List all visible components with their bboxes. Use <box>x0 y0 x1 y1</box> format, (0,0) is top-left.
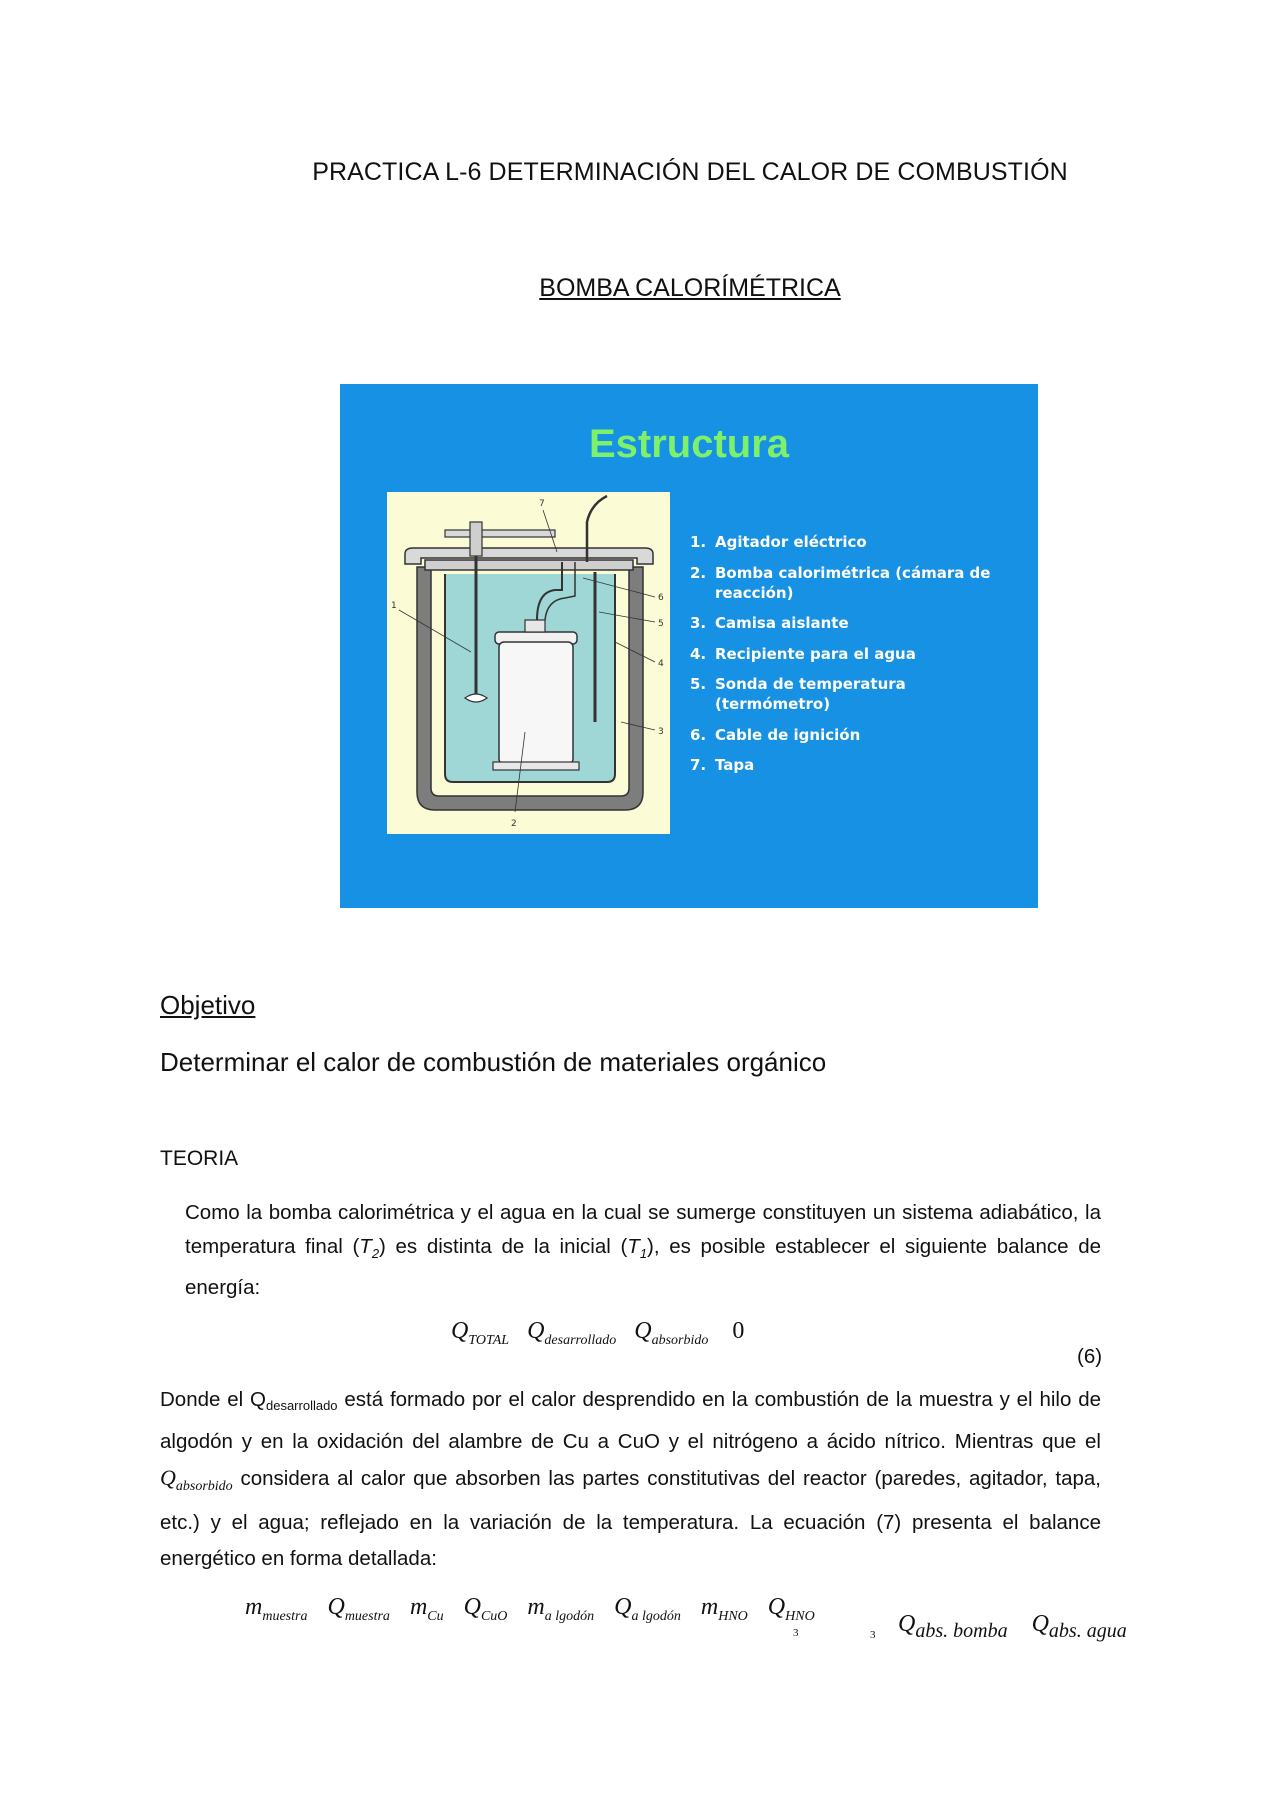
teoria-heading: TEORIA <box>160 1147 239 1170</box>
eq2-sub: CuO <box>480 1608 508 1624</box>
eq2-sub: muestra <box>344 1608 390 1624</box>
p2-part-a: Donde el Q <box>160 1388 266 1411</box>
t2-symbol: T <box>359 1235 372 1258</box>
eq2-q: Q <box>898 1611 916 1637</box>
eq2-term-q-algodon <box>614 1594 681 1625</box>
figure-legend-item <box>690 532 1025 552</box>
eq2-m: m <box>700 1594 719 1620</box>
legend-item-number: 7. <box>690 756 707 774</box>
eq2-sub: abs. agua <box>1048 1619 1127 1642</box>
figure-legend-item <box>690 563 1025 603</box>
p2-part-c: considera al calor que absorben las partes constitutivas del reactor (paredes, agitador, tapa, etc.) y el agua; reflejado en la variación de la temperatura. La ecuación (7) presenta el balance energético en forma detallada: <box>160 1467 1101 1570</box>
legend-item-number: 4. <box>690 644 707 663</box>
eq2-sub: abs. bomba <box>915 1619 1008 1642</box>
eq2-term-q-muestra <box>327 1594 389 1625</box>
figure-legend-item <box>690 725 1025 745</box>
legend-item-text: Agitador eléctrico <box>715 533 867 551</box>
equation-6 <box>451 1318 744 1349</box>
legend-item-text: Camisa aislante <box>715 614 849 632</box>
eq2-q: Q <box>614 1594 632 1620</box>
eq2-m: m <box>245 1594 263 1620</box>
p1-part-b: ) es distinta de la inicial ( <box>379 1235 628 1258</box>
legend-item-text: Tapa <box>715 756 755 774</box>
eq1-zero: 0 <box>732 1318 745 1344</box>
calorimeter-figure <box>340 384 1038 908</box>
page-subtitle: BOMBA CALORÍMÉTRICA <box>539 274 841 302</box>
legend-item-text: Recipiente para el agua <box>715 644 916 663</box>
figure-legend-item <box>690 613 1025 633</box>
eq1-q-total: Q <box>451 1318 469 1344</box>
legend-item-number: 6. <box>690 725 707 744</box>
calorimeter-diagram-svg <box>387 492 670 834</box>
eq2-q: Q <box>463 1594 481 1620</box>
eq2-subscript-3-a: 3 <box>793 1627 799 1639</box>
diagram-label-4: 4 <box>658 659 664 669</box>
objetivo-heading: Objetivo <box>160 990 256 1020</box>
t2-subscript: 2 <box>371 1246 380 1262</box>
eq2-q: Q <box>1031 1611 1049 1637</box>
eq2-q: Q <box>767 1594 786 1620</box>
eq2-term-m-hno <box>701 1594 748 1625</box>
eq2-term-m-cu <box>410 1594 444 1625</box>
eq2-sub: Cu <box>427 1608 444 1624</box>
eq1-q-absorbido: Q <box>634 1318 652 1344</box>
eq2-sub: HNO <box>718 1608 748 1624</box>
eq2-term-q-abs-bomba <box>898 1611 1008 1643</box>
teoria-paragraph-2 <box>160 1382 1101 1577</box>
diagram-label-7: 7 <box>539 499 545 509</box>
eq1-sub-desarrollado: desarrollado <box>544 1332 617 1348</box>
legend-item-number: 1. <box>690 533 707 551</box>
objetivo-text: Determinar el calor de combustión de materiales orgánico <box>160 1047 827 1077</box>
eq2-sub: HNO <box>785 1608 815 1624</box>
diagram-label-5: 5 <box>658 619 664 629</box>
diagram-label-2: 2 <box>511 819 517 829</box>
eq2-term-m-algodon <box>527 1594 594 1625</box>
figure-legend-item <box>690 674 1025 714</box>
eq1-q-desarrollado: Q <box>527 1318 545 1344</box>
eq2-q: Q <box>327 1594 345 1620</box>
legend-item-text: Bomba calorimétrica (cámara de reacción) <box>715 563 991 602</box>
p2-q-absorbido: Q <box>160 1465 176 1490</box>
legend-item-number: 3. <box>690 614 707 632</box>
calorimeter-diagram <box>387 492 670 834</box>
eq2-sub: a lgodón <box>631 1608 681 1624</box>
legend-item-text: Sonda de temperatura (termómetro) <box>715 675 906 713</box>
legend-item-number: 5. <box>690 675 707 693</box>
figure-legend-item <box>690 644 1025 664</box>
t1-symbol: T <box>627 1235 640 1258</box>
eq1-sub-total: TOTAL <box>468 1332 510 1348</box>
figure-legend-list <box>690 532 1025 786</box>
equation-7-right <box>898 1611 1145 1643</box>
eq2-sub: muestra <box>262 1608 308 1624</box>
eq2-m: m <box>409 1594 428 1620</box>
teoria-paragraph-1 <box>185 1196 1101 1305</box>
legend-item-text: Cable de ignición <box>715 725 861 744</box>
eq2-term-m-muestra <box>245 1594 307 1625</box>
p1-part-a: Como la bomba calorimétrica y el agua en la cual se sumerge constituyen un sistema adiabático, la temperatura final ( <box>185 1201 1101 1258</box>
eq1-sub-absorbido: absorbido <box>651 1332 709 1348</box>
equation-6-number: (6) <box>1077 1345 1103 1368</box>
eq2-term-q-hno <box>768 1594 815 1625</box>
eq2-term-q-abs-agua <box>1032 1611 1127 1643</box>
diagram-label-3: 3 <box>658 727 664 737</box>
p2-q-desarrollado-subscript: desarrollado <box>265 1398 338 1413</box>
page-title: PRACTICA L-6 DETERMINACIÓN DEL CALOR DE COMBUSTIÓN <box>312 158 1068 186</box>
p1-part-c: ), es posible establecer el siguiente balance de energía: <box>185 1235 1101 1300</box>
legend-item-number: 2. <box>690 563 707 582</box>
figure-legend-item <box>690 755 1025 775</box>
t1-subscript: 1 <box>639 1246 648 1262</box>
p2-part-b: está formado por el calor desprendido en la combustión de la muestra y el hilo de algodón y en la oxidación del alambre de Cu a CuO y el nitrógeno a ácido nítrico. Mientras que el <box>160 1388 1101 1453</box>
diagram-label-1: 1 <box>391 601 397 611</box>
p2-q-absorbido-subscript: absorbido <box>175 1479 233 1494</box>
eq2-sub: a lgodón <box>544 1608 595 1624</box>
diagram-label-6: 6 <box>658 593 664 603</box>
eq2-subscript-3-b: 3 <box>870 1629 876 1641</box>
equation-7-left <box>245 1594 829 1625</box>
figure-heading: Estructura <box>588 422 790 466</box>
eq2-term-q-cuo <box>464 1594 508 1625</box>
eq2-m: m <box>527 1594 545 1620</box>
